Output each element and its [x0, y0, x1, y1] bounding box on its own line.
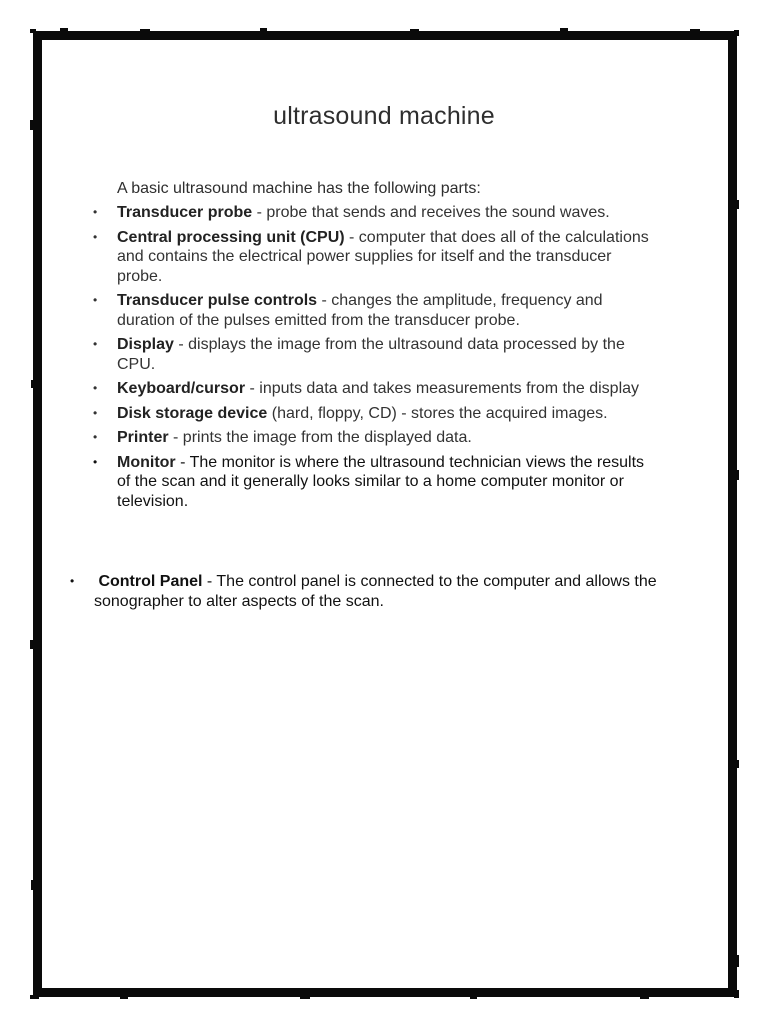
part-desc: - probe that sends and receives the sound waves. [252, 204, 610, 221]
bullet-icon: • [93, 381, 98, 395]
bullet-icon: • [93, 430, 98, 444]
part-desc: - computer that does all of the calculations and contains the electrical power supplies for itself and the transducer probe. [117, 228, 649, 285]
list-item [93, 379, 657, 399]
list-item [93, 335, 657, 374]
bullet-icon: • [93, 293, 98, 307]
bullet-icon: • [93, 454, 98, 469]
part-term: Monitor [117, 453, 176, 471]
list-item [93, 404, 657, 424]
part-term: Transducer probe [117, 204, 253, 221]
bullet-icon: • [93, 337, 98, 351]
part-term: Printer [117, 429, 169, 446]
part-desc: (hard, floppy, CD) - stores the acquired images. [267, 404, 608, 422]
part-term: Central processing unit (CPU) [117, 228, 345, 246]
bullet-icon: • [93, 229, 98, 244]
bullet-icon: • [70, 574, 75, 588]
parts-list [93, 203, 657, 516]
list-item [93, 203, 657, 223]
part-desc: - prints the image from the displayed data. [168, 429, 472, 446]
list-item [93, 453, 657, 512]
part-term: Keyboard/cursor [117, 380, 246, 397]
control-panel-item [70, 572, 659, 611]
page-title: ultrasound machine [273, 102, 495, 130]
part-term: Disk storage device [117, 404, 268, 422]
part-desc: - changes the amplitude, frequency and duration of the pulses emitted from the transducer probe. [117, 292, 603, 329]
bullet-icon: • [93, 205, 98, 219]
part-desc: - inputs data and takes measurements from the display [245, 380, 640, 397]
part-desc: - The monitor is where the ultrasound technician views the results of the scan and it generally looks similar to a home computer monitor or television. [117, 453, 645, 510]
part-desc: - displays the image from the ultrasound data processed by the CPU. [117, 336, 625, 373]
list-item [93, 291, 657, 330]
part-term: Control Panel [98, 573, 203, 590]
bullet-icon: • [93, 405, 98, 420]
part-term: Display [117, 336, 174, 353]
list-item [93, 428, 657, 448]
part-desc: - The control panel is connected to the computer and allows the sonographer to alter aspects of the scan. [94, 573, 657, 610]
part-term: Transducer pulse controls [117, 292, 318, 309]
intro-text: A basic ultrasound machine has the following parts: [117, 180, 481, 197]
list-item [93, 228, 657, 287]
